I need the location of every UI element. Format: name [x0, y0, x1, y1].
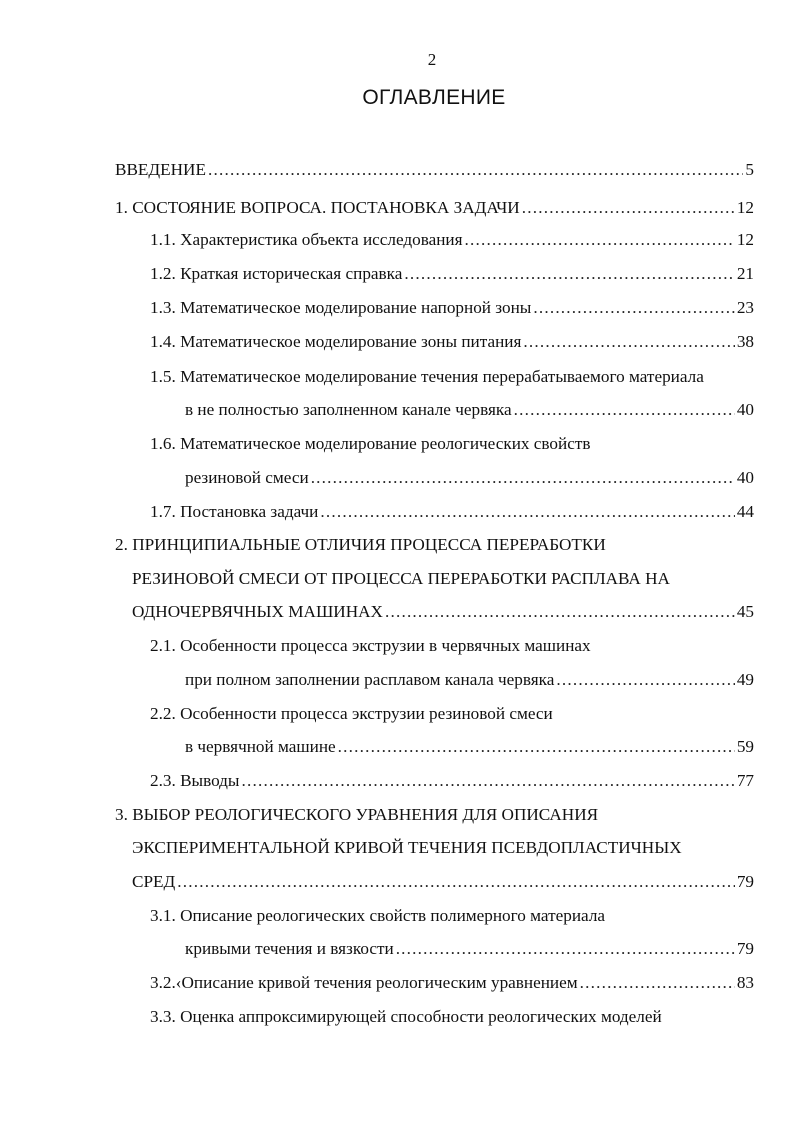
toc-entry-1-1	[150, 228, 754, 252]
toc-leader-dots	[320, 500, 734, 524]
toc-entry-2-2-line1: 2.2. Особенности процесса экструзии резиновой смеси	[150, 704, 553, 723]
toc-entry-1-5	[185, 398, 754, 422]
toc-entry-introduction	[115, 158, 754, 182]
toc-entry-page: 77	[736, 771, 754, 790]
toc-entry-3-3: 3.3. Оценка аппроксимирующей способности реологических моделей	[150, 1007, 662, 1026]
toc-entry-text: 3.2.‹Описание кривой течения реологическим уравнением	[150, 973, 578, 992]
toc-title: ОГЛАВЛЕНИЕ	[362, 86, 506, 109]
toc-entry-page: 49	[736, 670, 754, 689]
toc-entry-page: 38	[736, 332, 754, 351]
toc-entry-page: 59	[736, 737, 754, 756]
toc-entry-chapter-3	[132, 870, 754, 894]
toc-leader-dots	[385, 600, 735, 624]
toc-leader-dots	[311, 466, 735, 490]
toc-entry-text: 1.3. Математическое моделирование напорной зоны	[150, 298, 532, 317]
toc-entry-text: резиновой смеси	[185, 468, 309, 487]
toc-entry-chapter-1	[115, 196, 754, 220]
toc-entry-1-7	[150, 500, 754, 524]
toc-leader-dots	[523, 330, 734, 354]
toc-entry-page: 79	[736, 939, 754, 958]
toc-entry-chapter-3-line1: 3. ВЫБОР РЕОЛОГИЧЕСКОГО УРАВНЕНИЯ ДЛЯ ОПИСАНИЯ	[115, 805, 599, 824]
toc-entry-page: 44	[736, 502, 754, 521]
toc-entry-chapter-2-line2: РЕЗИНОВОЙ СМЕСИ ОТ ПРОЦЕССА ПЕРЕРАБОТКИ РАСПЛАВА НА	[132, 569, 670, 588]
toc-entry-3-2	[150, 971, 754, 995]
toc-leader-dots	[396, 937, 735, 961]
toc-entry-1-5-line1: 1.5. Математическое моделирование течения перерабатываемого материала	[150, 367, 704, 386]
toc-entry-3-1	[185, 937, 754, 961]
toc-entry-chapter-2-line1: 2. ПРИНЦИПИАЛЬНЫЕ ОТЛИЧИЯ ПРОЦЕССА ПЕРЕРАБОТКИ	[115, 535, 606, 554]
toc-entry-page: 23	[736, 298, 754, 317]
toc-entry-page: 83	[736, 973, 754, 992]
toc-leader-dots	[556, 668, 734, 692]
toc-entry-2-2	[185, 735, 754, 759]
toc-entry-1-6-line1: 1.6. Математическое моделирование реологических свойств	[150, 434, 591, 453]
toc-entry-2-1	[185, 668, 754, 692]
toc-leader-dots	[580, 971, 735, 995]
toc-entry-text: 2.3. Выводы	[150, 771, 240, 790]
toc-entry-page: 5	[745, 160, 754, 179]
toc-entry-text: 1. СОСТОЯНИЕ ВОПРОСА. ПОСТАНОВКА ЗАДАЧИ	[115, 198, 520, 217]
toc-entry-1-2	[150, 262, 754, 286]
toc-entry-text: в не полностью заполненном канале червяка	[185, 400, 512, 419]
toc-entry-text: 1.1. Характеристика объекта исследования	[150, 230, 463, 249]
toc-entry-page: 40	[736, 400, 754, 419]
toc-entry-1-4	[150, 330, 754, 354]
toc-leader-dots	[533, 296, 734, 320]
toc-entry-page: 79	[736, 872, 754, 891]
toc-entry-text: ВВЕДЕНИЕ	[115, 160, 206, 179]
toc-entry-2-3	[150, 769, 754, 793]
page-number: 2	[427, 50, 437, 69]
toc-entry-text: 1.7. Постановка задачи	[150, 502, 319, 521]
toc-entry-3-1-line1: 3.1. Описание реологических свойств полимерного материала	[150, 906, 606, 925]
toc-leader-dots	[208, 158, 743, 182]
toc-entry-chapter-2	[132, 600, 754, 624]
toc-entry-text: кривыми течения и вязкости	[185, 939, 394, 958]
toc-entry-page: 12	[736, 230, 754, 249]
toc-leader-dots	[177, 870, 735, 894]
toc-entry-text: в червячной машине	[185, 737, 336, 756]
toc-entry-text: СРЕД	[132, 872, 176, 891]
toc-entry-1-6	[185, 466, 754, 490]
toc-entry-text: ОДНОЧЕРВЯЧНЫХ МАШИНАХ	[132, 602, 383, 621]
toc-entry-2-1-line1: 2.1. Особенности процесса экструзии в червячных машинах	[150, 636, 591, 655]
toc-leader-dots	[514, 398, 735, 422]
toc-entry-chapter-3-line2: ЭКСПЕРИМЕНТАЛЬНОЙ КРИВОЙ ТЕЧЕНИЯ ПСЕВДОПЛАСТИЧНЫХ	[132, 838, 682, 857]
toc-entry-text: 1.2. Краткая историческая справка	[150, 264, 403, 283]
toc-entry-1-3	[150, 296, 754, 320]
toc-entry-page: 40	[736, 468, 754, 487]
toc-leader-dots	[338, 735, 735, 759]
toc-leader-dots	[522, 196, 735, 220]
toc-entry-page: 45	[736, 602, 754, 621]
toc-leader-dots	[465, 228, 735, 252]
toc-entry-page: 12	[736, 198, 754, 217]
toc-entry-text: 1.4. Математическое моделирование зоны питания	[150, 332, 522, 351]
toc-entry-page: 21	[736, 264, 754, 283]
toc-entry-text: при полном заполнении расплавом канала червяка	[185, 670, 555, 689]
toc-leader-dots	[404, 262, 734, 286]
toc-leader-dots	[241, 769, 734, 793]
